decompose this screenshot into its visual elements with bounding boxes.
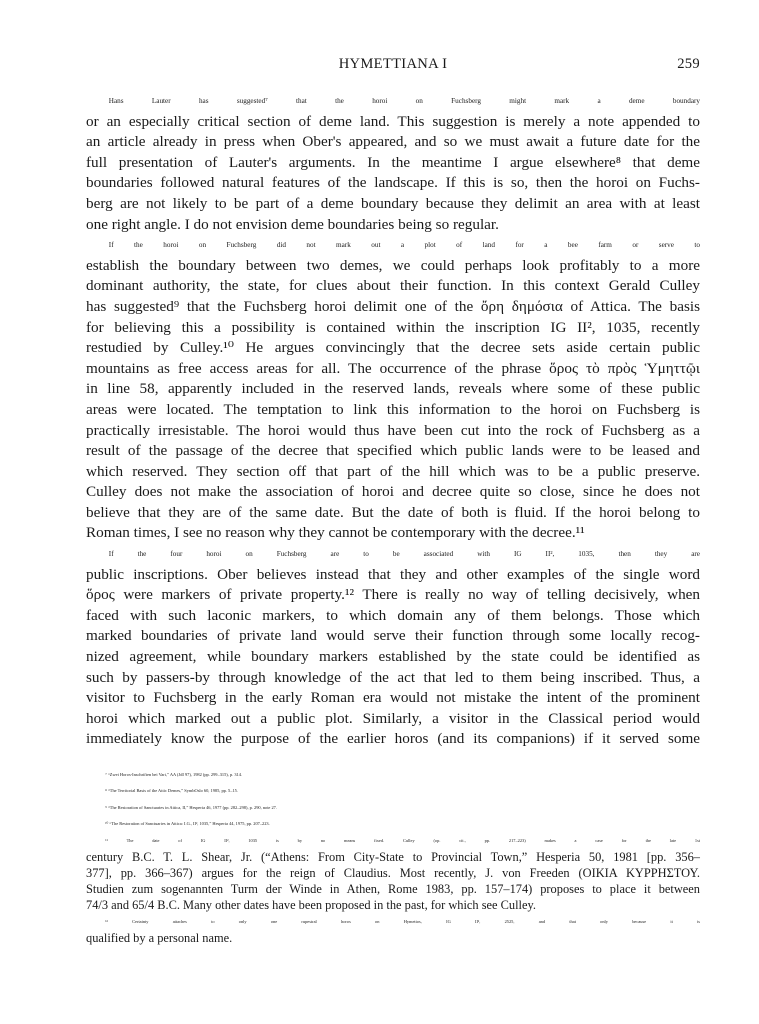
text-line: faced with such laconic markers, to which domain any of them belongs. Those which bbox=[86, 606, 700, 624]
footnote-line: 74/3 and 65/4 B.C. Many other dates have been proposed in the past, for which see Culley. bbox=[86, 898, 536, 913]
text-line: berg are not likely to be part of a deme boundary because they delimit an area with at least bbox=[86, 194, 700, 212]
footnote-line: ⁷ “Zwei Horos-Inschriften bei Vari,” AA (JdI 97), 1982 (pp. 299–315), p. 314. bbox=[105, 772, 243, 777]
body-text bbox=[86, 91, 700, 750]
footnote-line: 377], pp. 366–367) argues for the reign of Claudius. Most recently, J. von Freeden (ΟΙΚΙΑ ΚΥΡΡΗΣΤΟΥ. bbox=[86, 865, 700, 880]
text-line: immediately know the purpose of the earlier horos (and its companions) if it served some bbox=[86, 730, 700, 748]
text-line: or an especially critical section of deme land. This suggestion is merely a note appended to bbox=[86, 112, 700, 130]
text-line: If the four horoi on Fuchsberg are to be associated with IG II², 1035, then they are bbox=[108, 550, 700, 559]
footnote-line: ¹⁰ “The Restoration of Sanctuaries in Attica: I.G., II², 1035,” Hesperia 44, 1975, pp. 207–223. bbox=[105, 821, 270, 827]
text-line: Culley does not make the association of horoi and decree quite so close, since he does not bbox=[86, 483, 700, 501]
text-line: has suggested⁹ that the Fuchsberg horoi delimit one of the ὄρη δημόσια of Attica. The basis bbox=[86, 297, 700, 315]
footnote-line: ⁸ “The Territorial Basis of the Attic Demes,” SymbOslo 60, 1985, pp. 5–15. bbox=[105, 788, 238, 794]
text-line: boundaries followed natural features of the landscape. If this is so, then the horoi on Fuchs- bbox=[86, 174, 700, 192]
text-line: dominant authority, the state, for clues about their function. In this context Gerald Culley bbox=[86, 277, 700, 295]
text-line: result of the passage of the decree that specified which public lands were to be leased and bbox=[86, 442, 700, 460]
text-line: Hans Lauter has suggested⁷ that the horoi on Fuchsberg might mark a deme boundary bbox=[108, 97, 700, 105]
text-line: full presentation of Lauter's arguments. In the meantime I argue elsewhere⁸ that deme bbox=[86, 153, 700, 171]
text-line: which reserved. They section off that part of the hill which was to be a public preserve. bbox=[86, 462, 700, 480]
running-head bbox=[86, 56, 700, 78]
footnote-line: ¹¹ The date of IG II², 1035 is by no means fixed. Culley (op. cit., pp. 217–223) makes a case for the late 1st bbox=[105, 837, 700, 843]
text-line: one right angle. I do not envision deme boundaries being so regular. bbox=[86, 215, 499, 233]
text-line: nized agreement, while boundary markers established by the state could be identified as bbox=[86, 648, 700, 666]
text-line: restudied by Culley.¹⁰ He argues convincingly that the decree sets aside certain public bbox=[86, 339, 700, 357]
footnotes bbox=[86, 767, 700, 946]
text-line: an article already in press when Ober's appeared, and so we must await a future date for the bbox=[86, 133, 700, 151]
paragraph-2 bbox=[86, 235, 700, 544]
paragraph-1 bbox=[86, 91, 700, 235]
page-number: 259 bbox=[677, 56, 700, 72]
footnote-10 bbox=[86, 816, 700, 832]
footnote-11 bbox=[86, 833, 700, 914]
text-line: ὅρος were markers of private property.¹² There is really no way of telling decisively, when bbox=[86, 586, 700, 604]
footnote-line: century B.C. T. L. Shear, Jr. (“Athens: From City-State to Provincial Town,” Hesperia 50, 1981 [pp. 356– bbox=[86, 849, 700, 864]
text-line: mountains as free access areas for all. The occurrence of the phrase ὅρος τὸ πρὸς Ὑμηττῷι bbox=[86, 359, 700, 377]
text-line: in line 58, apparently included in the reserved lands, reveals where some of these public bbox=[86, 380, 700, 398]
text-line: Roman times, I see no reason why they cannot be contemporary with the decree.¹¹ bbox=[86, 524, 585, 542]
footnote-12 bbox=[86, 914, 700, 946]
text-line: believe that they are of the same date. But the date of both is fluid. If the horoi belong to bbox=[86, 503, 700, 521]
footnote-7 bbox=[86, 767, 700, 783]
footnote-9 bbox=[86, 800, 700, 816]
paragraph-3 bbox=[86, 544, 700, 750]
text-line: visitor to Fuchsberg in the early Roman era would not mistake the intent of the prominent bbox=[86, 689, 700, 707]
footnote-8 bbox=[86, 783, 700, 799]
running-title: HYMETTIANA I bbox=[338, 56, 448, 72]
text-line: marked boundaries of private land would serve their function through some locally recog- bbox=[86, 627, 700, 645]
footnote-line: qualified by a personal name. bbox=[86, 930, 233, 945]
text-line: for believing this a possibility is contained within the inscription IG II², 1035, recently bbox=[86, 318, 700, 336]
text-line: such by passers-by through knowledge of the act that led to them being inscribed. Thus, a bbox=[86, 668, 700, 686]
footnote-line: ⁹ “The Restoration of Sanctuaries in Attica, II,” Hesperia 46, 1977 (pp. 282–298), p. 290, note 27. bbox=[105, 804, 277, 810]
text-line: If the horoi on Fuchsberg did not mark out a plot of land for a bee farm or serve to bbox=[108, 241, 700, 250]
text-line: establish the boundary between two demes, we could perhaps look profitably to a more bbox=[86, 256, 700, 274]
footnote-line: Studien zum sogenannten Turm der Winde in Athen, Rome 1983, pp. 157–174) proposes to place it between bbox=[86, 882, 700, 897]
text-line: horoi which marked out a public plot. Similarly, a visitor in the Classical period would bbox=[86, 709, 700, 727]
footnote-line: ¹² Certainty attaches to only one rupestral horos on Hymettos, IG II², 2525, and that only because it is bbox=[105, 918, 700, 924]
text-line: areas were located. The temptation to link this information to the horoi on Fuchsberg is bbox=[86, 400, 700, 418]
text-line: practically irresistable. The horoi would thus have been cut into the rock of Fuchsberg as a bbox=[86, 421, 700, 439]
text-line: public inscriptions. Ober believes instead that they and other examples of the single word bbox=[86, 565, 700, 583]
